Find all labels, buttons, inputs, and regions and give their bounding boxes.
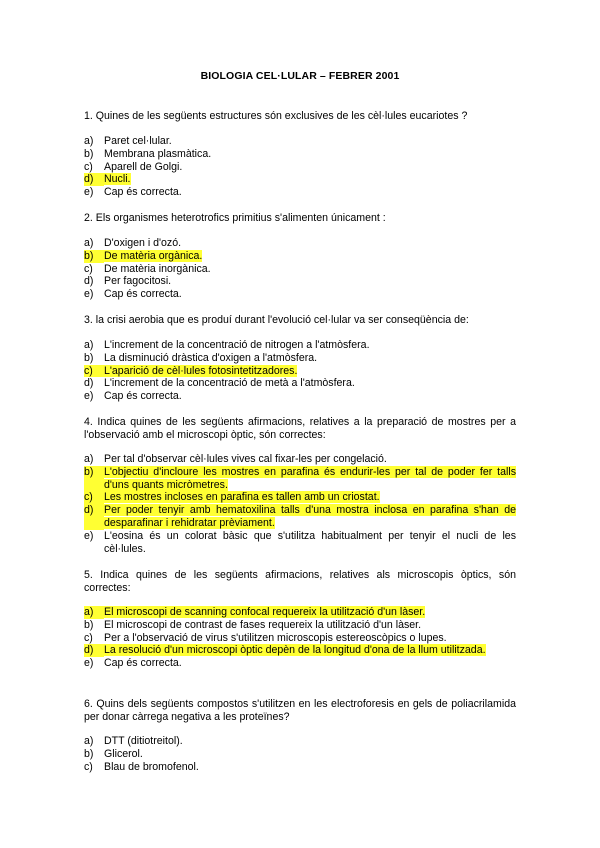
option-highlighted: d) La resolució d'un microscopi òptic depèn de la longitud d'ona de la llum utilitzada.: [84, 644, 486, 657]
option: e) Cap és correcta.: [84, 390, 182, 403]
option: c) Per a l'observació de virus s'utilitzen microscopis estereoscòpics o lupes.: [84, 631, 447, 644]
option-highlighted: c) Les mostres incloses en parafina es tallen amb un criostat.: [84, 491, 380, 504]
question-2: 2. Els organismes heterotrofics primitius s'alimenten únicament :: [84, 212, 386, 224]
option: e) L'eosina és un colorat bàsic que s'utilitza habitualment per tenyir el nucli de les cèl·lules.: [84, 529, 516, 555]
question-6-options: [84, 735, 516, 773]
option: b) Glicerol.: [84, 747, 143, 760]
option: a) DTT (ditiotreitol).: [84, 735, 183, 747]
option-highlighted: b) L'objectiu d'incloure les mostres en parafina és endurir-les per tal de poder fer talls d'uns quants micròmetres.: [84, 465, 516, 491]
option: a) Per tal d'observar cèl·lules vives cal fixar-les per congelació.: [84, 453, 387, 465]
question-3-options: [84, 339, 516, 403]
option: b) El microscopi de contrast de fases requereix la utilització d'un làser.: [84, 618, 422, 631]
option: c) Blau de bromofenol.: [84, 760, 199, 773]
option-highlighted: a) El microscopi de scanning confocal requereix la utilització d'un làser.: [84, 606, 426, 618]
question-1: 1. Quines de les següents estructures són exclusives de les cèl·lules eucariotes ?: [84, 110, 468, 122]
question-1-options: [84, 135, 516, 199]
option: a) Paret cel·lular.: [84, 135, 172, 147]
option: e) Cap és correcta.: [84, 657, 182, 670]
option-highlighted: b) De matèria orgànica.: [84, 249, 203, 262]
option-highlighted: c) L'aparició de cèl·lules fotosintetitzadores.: [84, 364, 298, 377]
option-highlighted: d) Per poder tenyir amb hematoxilina talls d'una mostra inclosa en parafina s'han de desparafinar i rehidratar prèviament.: [84, 504, 516, 529]
question-5-options: [84, 606, 516, 670]
question-4-options: [84, 453, 516, 555]
question-2-options: [84, 237, 516, 301]
question-5: 5. Indica quines de les següents afirmacions, relatives als microscopis òptics, són correctes:: [84, 569, 516, 594]
option: e) Cap és correcta.: [84, 186, 182, 199]
option: d) Per fagocitosi.: [84, 275, 172, 288]
option: b) La disminució dràstica d'oxigen a l'atmòsfera.: [84, 351, 318, 364]
option: c) De matèria inorgànica.: [84, 262, 211, 275]
option: d) L'increment de la concentració de metà a l'atmòsfera.: [84, 377, 355, 390]
question-4: 4. Indica quines de les següents afirmacions, relatives a la preparació de mostres per a l'observació amb el microscopi òptic, són correctes:: [84, 416, 516, 441]
option: a) L'increment de la concentració de nitrogen a l'atmòsfera.: [84, 339, 370, 351]
option: a) D'oxigen i d'ozó.: [84, 237, 182, 249]
document-title: BIOLOGIA CEL·LULAR – FEBRER 2001: [200, 70, 400, 82]
option-highlighted: d) Nucli.: [84, 173, 131, 186]
option: c) Aparell de Golgi.: [84, 160, 183, 173]
option: e) Cap és correcta.: [84, 288, 182, 301]
option: b) Membrana plasmàtica.: [84, 147, 212, 160]
question-3: 3. la crisi aerobia que es produí durant l'evolució cel·lular va ser conseqüència de:: [84, 314, 469, 326]
question-6: 6. Quins dels següents compostos s'utilitzen en les electroforesis en gels de poliacrilamida per donar càrrega negativa a les proteïnes?: [84, 698, 516, 723]
